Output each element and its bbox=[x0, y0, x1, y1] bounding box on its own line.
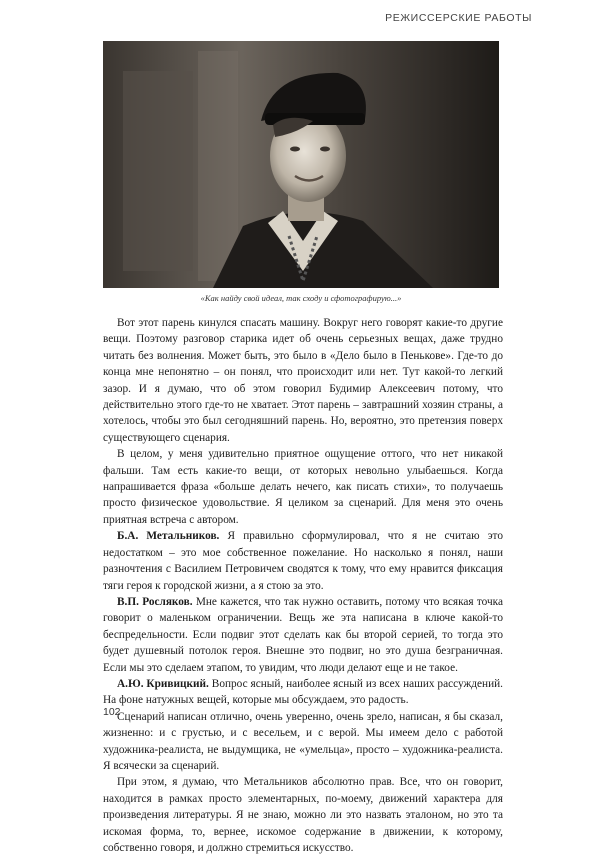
paragraph-text: В целом, у меня удивительно приятное ощущение оттого, что нет никакой фальши. Там есть какие-то вещи, от которых невольно улыбаешься. Когда напрашивается фраза «больше делать нечего, как писать стихи», то получаешь просто физическое удовольствие. Я целиком за сценарий. Для меня это очень приятная встреча с автором. bbox=[103, 448, 503, 526]
page-number: 102 bbox=[103, 706, 121, 718]
paragraph bbox=[103, 315, 503, 446]
speaker-name: В.П. Росляков. bbox=[117, 595, 193, 608]
speaker-name: Б.А. Метальников. bbox=[117, 530, 220, 543]
paragraph bbox=[103, 594, 503, 676]
paragraph bbox=[103, 676, 503, 709]
running-head: РЕЖИССЕРСКИЕ РАБОТЫ bbox=[385, 12, 532, 24]
photo-caption: «Как найду свой идеал, так сходу и сфотографирую...» bbox=[200, 293, 402, 303]
body-text bbox=[103, 315, 503, 856]
paragraph-text: Вот этот парень кинулся спасать машину. Вокруг него говорят какие-то другие вещи. Поэтому разговор старика идет об очень серьезных вещах, даже трудно читать без волнения. Может быть, это было в «Дело было в Пенькове». Где-то до конца мне непонятно – он понял, что происходит или нет. Тут какой-то легкий зазор. И я думаю, что об этом говорил Будимир Алексеевич потому, что действительно этого где-то не хватает. Этот парень – завтрашний хозяин страны, а хотелось, чтобы это был сегодняшний парень. Но, вероятно, это претензия поверх существующего сценария. bbox=[103, 317, 503, 444]
film-still-illustration bbox=[103, 41, 499, 288]
film-still-photo bbox=[103, 41, 499, 288]
paragraph-text: Мне кажется, что так нужно оставить, потому что всякая точка говорит о маленьком ограничении. Вещь же эта написана в ключе какой-то беспредельности. Если подвиг этот сделать как бы второй серией, то тогда это будет душевный потолок героя. Внешне это подвиг, но это душа безграничная. Если мы это сделаем этапом, то увидим, что люди делают еще и не такое. bbox=[103, 595, 503, 674]
paragraph-text: Сценарий написан отлично, очень уверенно, очень зрело, написан, я бы сказал, жизненно: и с грустью, и с весельем, и с верой. Мы имеем дело с работой художника-реалиста, не выдумщика, не «умельца», просто – художника-реалиста. Я всячески за сценарий. bbox=[103, 710, 503, 772]
paragraph bbox=[103, 446, 503, 528]
speaker-name: А.Ю. Кривицкий. bbox=[117, 677, 209, 690]
paragraph-text: Вопрос ясный, наиболее ясный из всех наших рассуждений. На фоне натужных вещей, которые мы обсуждаем, это радость. bbox=[103, 677, 503, 707]
paragraph-text: Я правильно сформулировал, что я не считаю это недостатком – это мое собственное пожелание. Но насколько я понял, наши разночтения с Василием Петровичем сводятся к тому, что ему нравится фиксация тяги героя к городской жизни, а я стою за это. bbox=[103, 530, 503, 592]
paragraph bbox=[103, 709, 503, 775]
paragraph-text: При этом, я думаю, что Метальников абсолютно прав. Все, что он говорит, находится в рамках просто элементарных, по-моему, движений характера для произведения литературы. Я не знаю, можно ли это назвать эталоном, но это та искомая форма, то, вернее, искомое содержание в движении, к которому, собственно говоря, и должно стремиться искусство. bbox=[103, 776, 503, 854]
paragraph bbox=[103, 528, 503, 594]
paragraph bbox=[103, 774, 503, 856]
